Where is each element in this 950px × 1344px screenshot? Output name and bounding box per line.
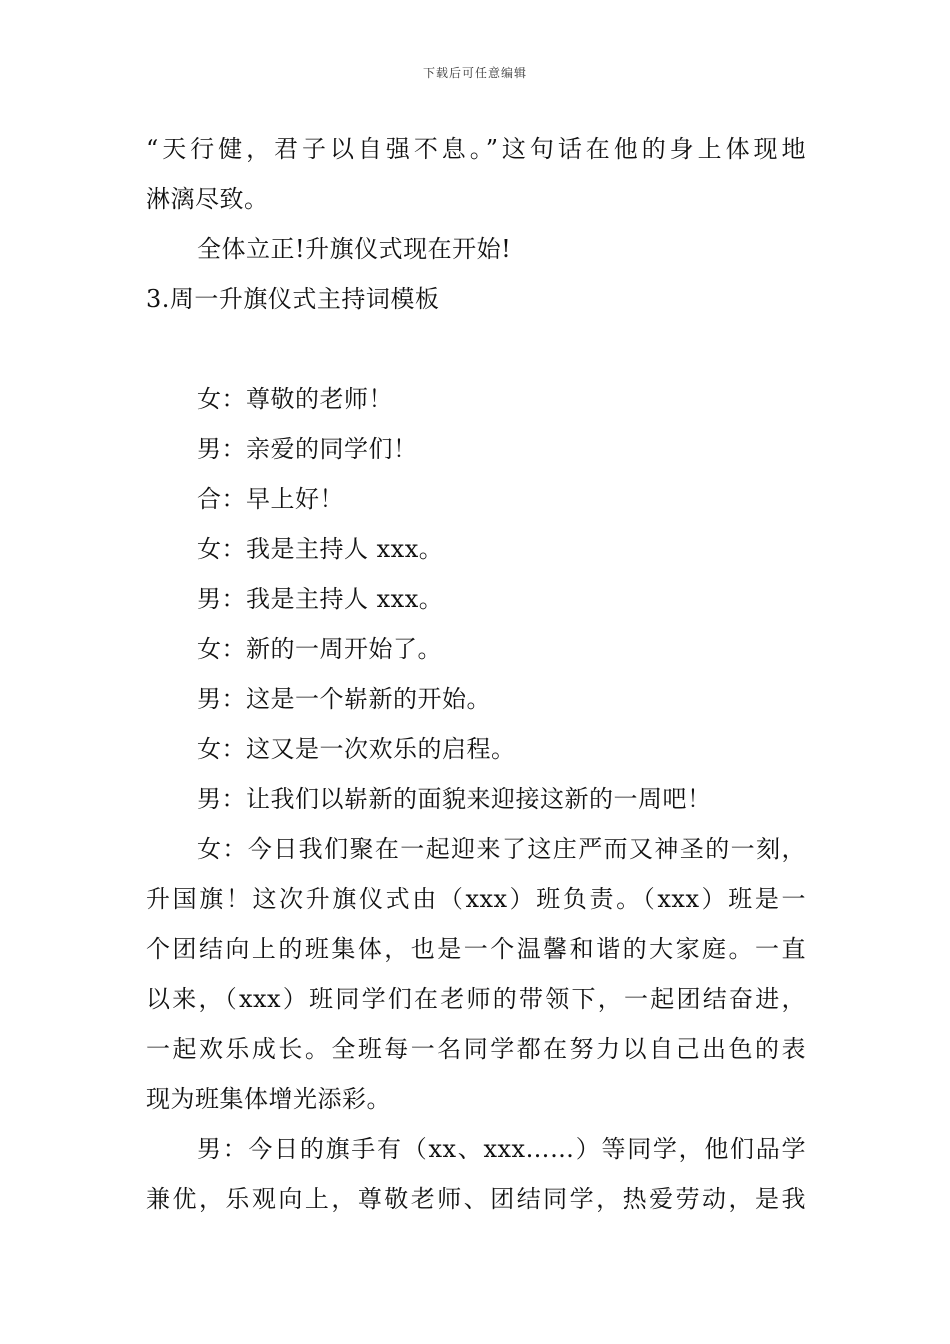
- paragraph-line: “天行健，君子以自强不息。”这句话在他的身上体现地: [146, 135, 806, 163]
- blank-line: [146, 324, 806, 374]
- paragraph-line: 个团结向上的班集体，也是一个温馨和谐的大家庭。一直: [146, 935, 806, 963]
- paragraph-line: 全体立正!升旗仪式现在开始!: [197, 235, 512, 263]
- dialogue-line: 女：这又是一次欢乐的启程。: [197, 735, 516, 763]
- dialogue-line: 女：尊敬的老师！: [197, 385, 393, 413]
- paragraph-line: 现为班集体增光添彩。: [146, 1085, 391, 1113]
- dialogue-line: 女：我是主持人 xxx。: [197, 535, 444, 563]
- paragraph-line: 兼优，乐观向上，尊敬老师、团结同学，热爱劳动，是我: [146, 1185, 806, 1213]
- dialogue-line: 男：让我们以崭新的面貌来迎接这新的一周吧！: [197, 785, 712, 813]
- dialogue-line: 男：亲爱的同学们！: [197, 435, 418, 463]
- section-heading: 3.周一升旗仪式主持词模板: [146, 285, 440, 313]
- page-header: 下载后可任意编辑: [422, 66, 527, 80]
- dialogue-line: 男：我是主持人 xxx。: [197, 585, 444, 613]
- paragraph-line: 升国旗！这次升旗仪式由（xxx）班负责。（xxx）班是一: [146, 885, 806, 913]
- document-body: [146, 124, 806, 1224]
- dialogue-line: 合：早上好！: [197, 485, 344, 513]
- dialogue-line: 男：这是一个崭新的开始。: [197, 685, 491, 713]
- paragraph-line: 男：今日的旗手有（xx、xxx……）等同学，他们品学: [197, 1135, 806, 1163]
- paragraph-line: 以来，（xxx）班同学们在老师的带领下，一起团结奋进，: [146, 985, 806, 1013]
- paragraph-line: 淋漓尽致。: [146, 185, 269, 213]
- dialogue-line: 女：新的一周开始了。: [197, 635, 442, 663]
- paragraph-line: 女：今日我们聚在一起迎来了这庄严而又神圣的一刻，: [197, 835, 806, 863]
- paragraph-line: 一起欢乐成长。全班每一名同学都在努力以自己出色的表: [146, 1035, 806, 1063]
